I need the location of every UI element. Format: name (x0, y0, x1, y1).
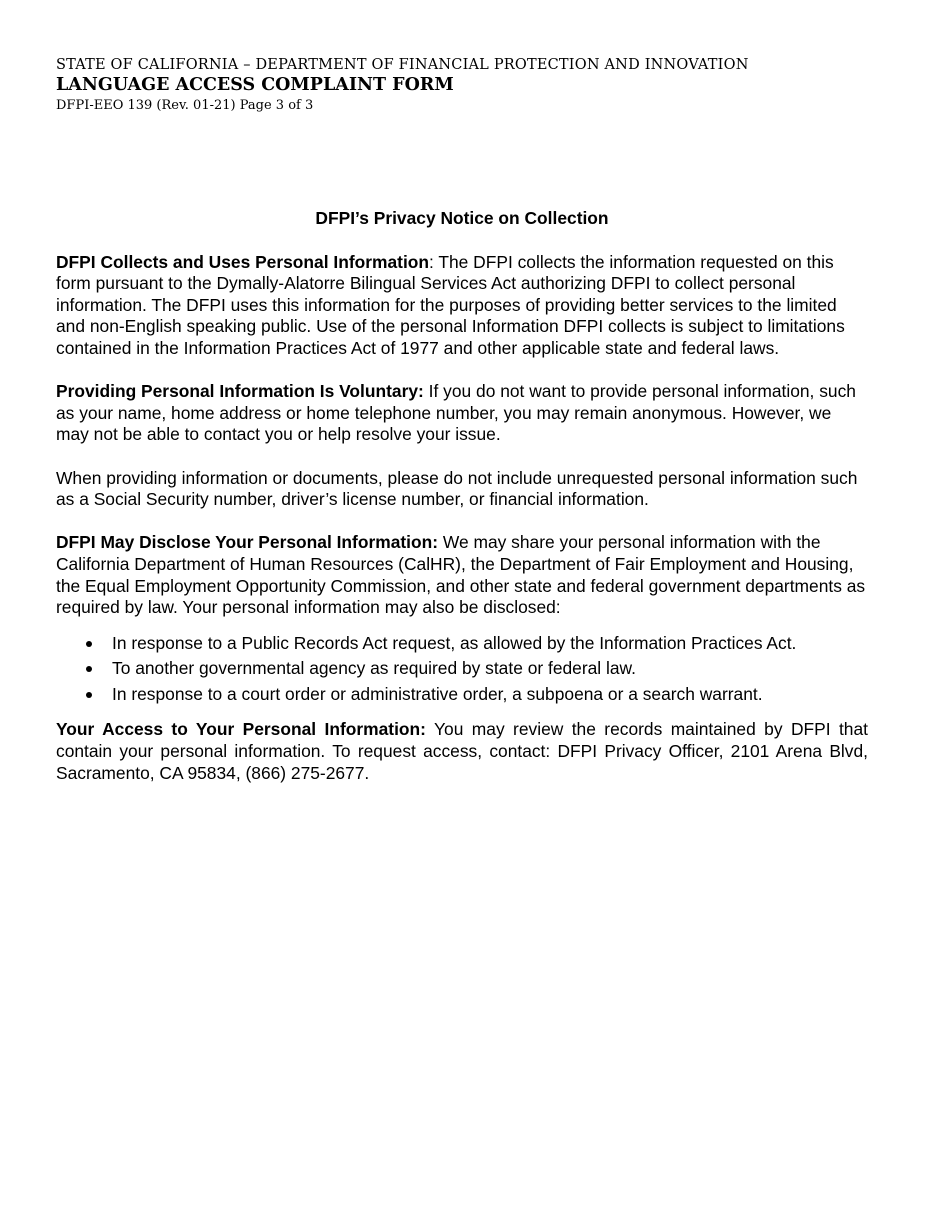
form-header (56, 56, 749, 114)
section-disclose-heading: DFPI May Disclose Your Personal Information: (56, 532, 439, 553)
section-disclose (56, 532, 868, 618)
list-item-text: In response to a court order or administrative order, a subpoena or a search warrant. (112, 683, 763, 704)
bullet-icon (86, 641, 92, 647)
section-access (56, 719, 868, 784)
list-item-text: In response to a Public Records Act request, as allowed by the Information Practices Act. (112, 632, 797, 653)
list-item (56, 658, 868, 680)
section-voluntary-body: If you do not want to provide personal information, such as your name, home address or home telephone number, you may remain anonymous. However, we may not be able to contact you or help resolve your issue. (56, 381, 856, 445)
section-documents-body: When providing information or documents, please do not include unrequested personal information such as a Social Security number, driver’s license number, or financial information. (56, 467, 858, 510)
form-title: LANGUAGE ACCESS COMPLAINT FORM (56, 75, 454, 96)
section-collects-body: : The DFPI collects the information requested on this form pursuant to the Dymally-Alatorre Bilingual Services Act authorizing DFPI to collect personal information. The DFPI uses this information for the purposes of providing better services to the limited and non-English speaking public. Use of the personal Information DFPI collects is subject to limitations contained in the Information Practices Act of 1977 and other applicable state and federal laws. (56, 251, 845, 358)
section-collects-heading: DFPI Collects and Uses Personal Information (56, 251, 430, 272)
form-id: DFPI-EEO 139 (Rev. 01-21) Page 3 of 3 (56, 98, 314, 113)
list-item (56, 684, 868, 706)
bullet-icon (86, 692, 92, 698)
list-item-text: To another governmental agency as required by state or federal law. (112, 658, 636, 679)
privacy-notice (56, 208, 868, 806)
agency-name: STATE OF CALIFORNIA – DEPARTMENT OF FINANCIAL PROTECTION AND INNOVATION (56, 57, 749, 73)
list-item (56, 633, 868, 655)
section-voluntary (56, 381, 868, 446)
section-documents (56, 468, 868, 511)
notice-title: DFPI’s Privacy Notice on Collection (315, 208, 609, 228)
section-voluntary-heading: Providing Personal Information Is Voluntary: (56, 381, 424, 402)
bullet-icon (86, 666, 92, 672)
section-disclose-body: We may share your personal information with the California Department of Human Resources (CalHR), the Department of Fair Employment and Housing, the Equal Employment Opportunity Commission, and other state and federal government departments as required by law. Your personal information may also be disclosed: (56, 532, 866, 618)
disclosure-list (56, 633, 868, 706)
section-access-heading: Your Access to Your Personal Information: (56, 719, 426, 740)
section-collects (56, 252, 868, 360)
section-access-body: You may review the records maintained by DFPI that contain your personal information. To request access, contact: DFPI Privacy Officer, 2101 Arena Blvd, Sacramento, CA 95834, (866) 275-2677. (56, 719, 868, 783)
